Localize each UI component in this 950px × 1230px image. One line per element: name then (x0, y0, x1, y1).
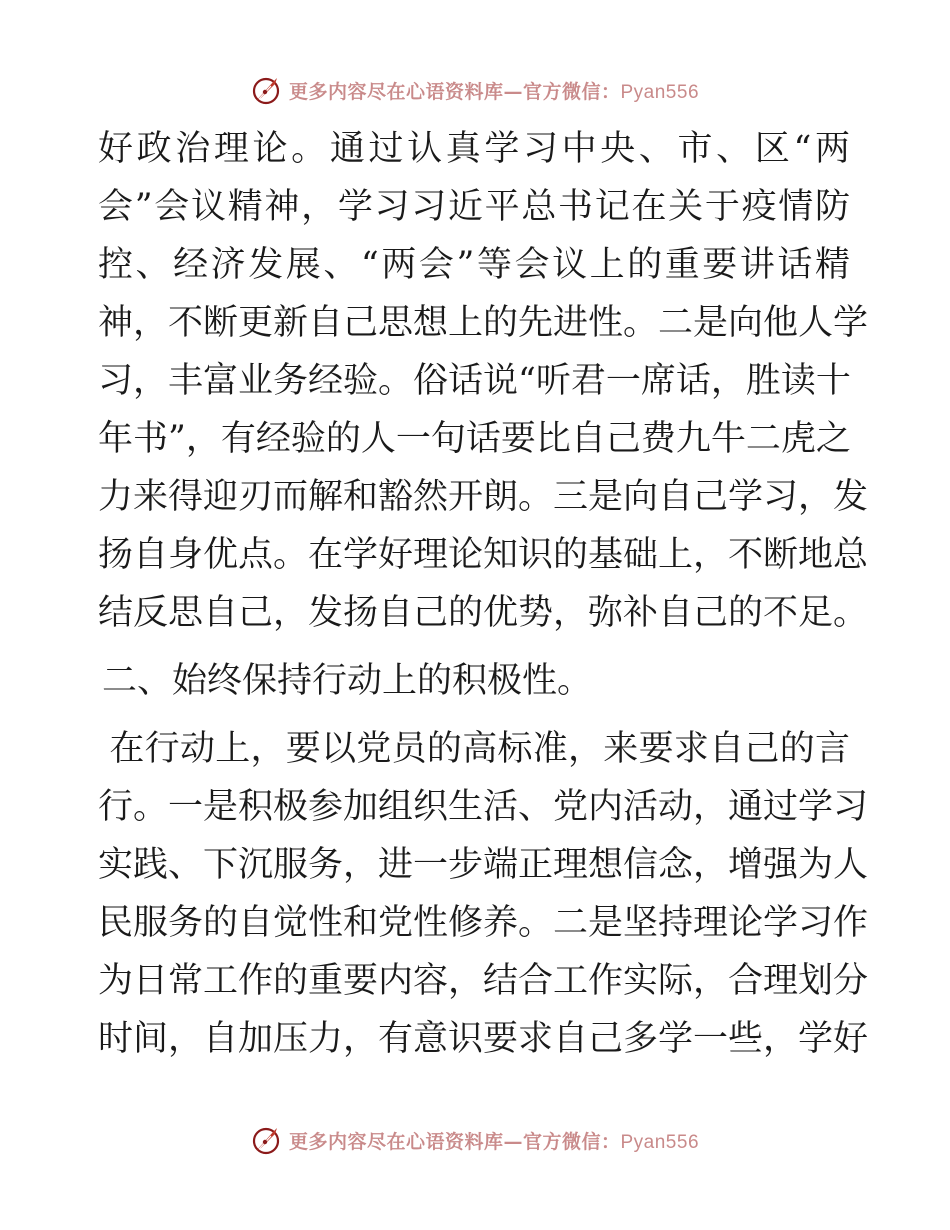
banner-text: 更多内容尽在心语资料库—官方微信：Pyan556 (288, 80, 700, 103)
text-line: 好政治理论。通过认真学习中央、市、区“两 (98, 129, 850, 169)
wechat-id: Pyan556 (620, 1131, 700, 1153)
wechat-id: Pyan556 (620, 81, 700, 103)
text-line: 力来得迎刃而解和豁然开朗。三是向自己学习，发 (98, 477, 869, 517)
text-line: 时间，自加压力，有意识要求自己多学一些，学好 (98, 1019, 869, 1059)
text-line: 控、经济发展、“两会”等会议上的重要讲话精 (98, 245, 850, 285)
text-line: 会”会议精神，学习习近平总书记在关于疫情防 (98, 187, 850, 227)
text-line: 扬自身优点。在学好理论知识的基础上，不断地总 (98, 535, 869, 575)
text-line: 神，不断更新自己思想上的先进性。二是向他人学 (98, 303, 869, 343)
text-line: 行。一是积极参加组织生活、党内活动，通过学习 (98, 787, 869, 827)
banner-text: 更多内容尽在心语资料库—官方微信：Pyan556 (288, 1130, 700, 1153)
text-line: 民服务的自觉性和党性修养。二是坚持理论学习作 (98, 903, 869, 943)
paragraph-2 (98, 720, 869, 1068)
text-line: 实践、下沉服务，进一步端正理想信念，增强为人 (98, 845, 869, 885)
document-body (98, 120, 869, 1068)
text-line: 年书”，有经验的人一句话要比自己费九牛二虎之 (98, 419, 851, 459)
footer-banner (0, 1120, 950, 1160)
text-line: 在行动上，要以党员的高标准，来要求自己的言 (98, 729, 850, 769)
text-line: 习，丰富业务经验。俗话说“听君一席话，胜读十 (98, 361, 851, 401)
section-heading: 二、始终保持行动上的积极性。 (102, 661, 593, 701)
quill-pen-logo-icon (251, 74, 283, 106)
header-banner (0, 70, 950, 110)
text-line: 为日常工作的重要内容，结合工作实际，合理划分 (98, 961, 869, 1001)
quill-pen-logo-icon (251, 1124, 283, 1156)
paragraph-1 (98, 120, 869, 642)
text-line: 结反思自己，发扬自己的优势，弥补自己的不足。 (98, 593, 869, 633)
